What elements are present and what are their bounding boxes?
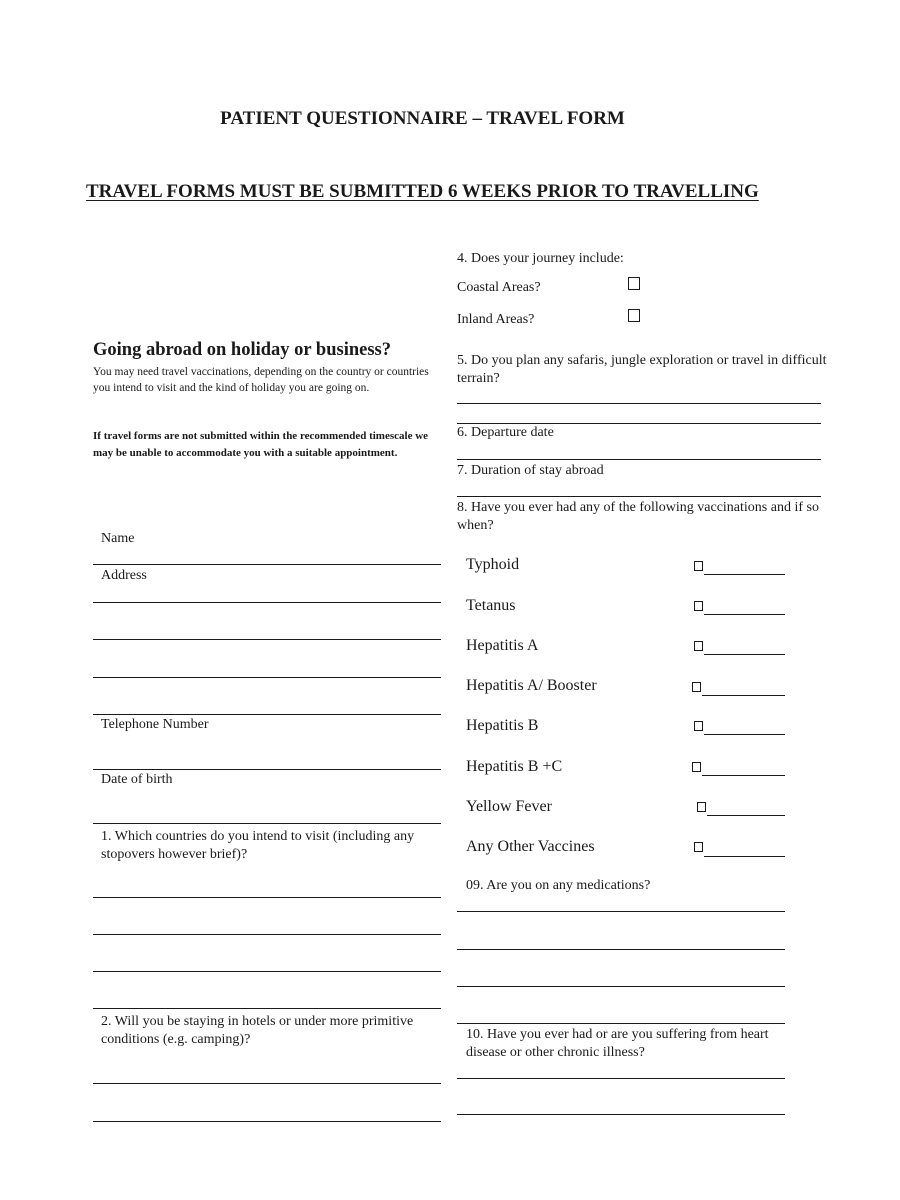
vaccine-tetanus-label: Tetanus bbox=[466, 597, 516, 614]
intro-text: You may need travel vaccinations, depending on the country or countries you intend to visit and the kind of holiday you are going on. bbox=[93, 366, 429, 394]
question-8: 8. Have you ever had any of the following vaccinations and if so when? bbox=[457, 500, 819, 533]
q9-answer-line-2[interactable] bbox=[457, 949, 785, 950]
address-field-line-2[interactable] bbox=[93, 639, 441, 640]
q9-answer-line-3[interactable] bbox=[457, 986, 785, 987]
vaccine-hepatitis-b-label: Hepatitis B bbox=[466, 717, 539, 734]
q1-answer-line-4[interactable] bbox=[93, 1008, 441, 1009]
question-1: 1. Which countries do you intend to visit (including any stopovers however brief)? bbox=[101, 829, 415, 862]
vaccine-hepatitis-a-date-field[interactable] bbox=[704, 654, 785, 655]
question-10: 10. Have you ever had or are you suffering from heart disease or other chronic illness? bbox=[466, 1027, 769, 1060]
vaccine-yellow-fever-checkbox[interactable] bbox=[697, 802, 706, 812]
inland-areas-label: Inland Areas? bbox=[457, 312, 535, 327]
name-label: Name bbox=[101, 531, 135, 546]
q9-answer-line-1[interactable] bbox=[457, 911, 785, 912]
vaccine-hepatitis-a-label: Hepatitis A bbox=[466, 637, 539, 654]
vaccine-hepatitis-a-booster-checkbox[interactable] bbox=[692, 682, 701, 692]
inland-areas-checkbox[interactable] bbox=[628, 309, 640, 322]
question-6: 6. Departure date bbox=[457, 425, 554, 440]
vaccine-hepatitis-a-booster-label: Hepatitis A/ Booster bbox=[466, 677, 597, 694]
warning-text: If travel forms are not submitted within the recommended timescale we may be unable to accommodate you with a suitable appointment. bbox=[93, 430, 429, 459]
vaccine-hepatitis-bc-checkbox[interactable] bbox=[692, 762, 701, 772]
dob-field[interactable] bbox=[93, 823, 441, 824]
vaccine-typhoid-checkbox[interactable] bbox=[694, 561, 703, 571]
vaccine-hepatitis-bc-label: Hepatitis B +C bbox=[466, 758, 563, 775]
name-field[interactable] bbox=[93, 564, 441, 565]
vaccine-yellow-fever-date-field[interactable] bbox=[707, 815, 785, 816]
q1-answer-line-2[interactable] bbox=[93, 934, 441, 935]
vaccine-other-date-field[interactable] bbox=[704, 856, 785, 857]
vaccine-hepatitis-b-checkbox[interactable] bbox=[694, 721, 703, 731]
vaccine-typhoid-date-field[interactable] bbox=[704, 574, 785, 575]
stay-duration-field[interactable] bbox=[457, 496, 821, 497]
q2-answer-line-1[interactable] bbox=[93, 1083, 441, 1084]
vaccine-other-label: Any Other Vaccines bbox=[466, 838, 595, 855]
question-9: 09. Are you on any medications? bbox=[466, 878, 651, 893]
q1-answer-line-3[interactable] bbox=[93, 971, 441, 972]
vaccine-typhoid-label: Typhoid bbox=[466, 556, 520, 573]
q9-answer-line-4[interactable] bbox=[457, 1023, 785, 1024]
submission-notice: TRAVEL FORMS MUST BE SUBMITTED 6 WEEKS PRIOR TO TRAVELLING bbox=[86, 181, 759, 202]
telephone-label: Telephone Number bbox=[101, 717, 209, 732]
address-label: Address bbox=[101, 568, 147, 583]
vaccine-tetanus-date-field[interactable] bbox=[704, 614, 785, 615]
address-field-line-1[interactable] bbox=[93, 602, 441, 603]
q10-answer-line-2[interactable] bbox=[457, 1114, 785, 1115]
vaccine-hepatitis-a-booster-date-field[interactable] bbox=[702, 695, 785, 696]
address-field-line-4[interactable] bbox=[93, 714, 441, 715]
question-2: 2. Will you be staying in hotels or under more primitive conditions (e.g. camping)? bbox=[101, 1014, 414, 1047]
telephone-field[interactable] bbox=[93, 769, 441, 770]
vaccine-yellow-fever-label: Yellow Fever bbox=[466, 798, 552, 815]
q5-answer-line-2[interactable] bbox=[457, 423, 821, 424]
q10-answer-line-1[interactable] bbox=[457, 1078, 785, 1079]
page-title: PATIENT QUESTIONNAIRE – TRAVEL FORM bbox=[220, 108, 625, 129]
vaccine-hepatitis-bc-date-field[interactable] bbox=[702, 775, 785, 776]
q5-answer-line-1[interactable] bbox=[457, 403, 821, 404]
coastal-areas-label: Coastal Areas? bbox=[457, 280, 541, 295]
question-7: 7. Duration of stay abroad bbox=[457, 463, 604, 478]
address-field-line-3[interactable] bbox=[93, 677, 441, 678]
q1-answer-line-1[interactable] bbox=[93, 897, 441, 898]
question-5: 5. Do you plan any safaris, jungle exploration or travel in difficult terrain? bbox=[457, 353, 827, 386]
vaccine-tetanus-checkbox[interactable] bbox=[694, 601, 703, 611]
dob-label: Date of birth bbox=[101, 772, 173, 787]
section-heading: Going abroad on holiday or business? bbox=[93, 340, 391, 360]
vaccine-hepatitis-b-date-field[interactable] bbox=[704, 734, 785, 735]
q2-answer-line-2[interactable] bbox=[93, 1121, 441, 1122]
question-4: 4. Does your journey include: bbox=[457, 251, 624, 266]
departure-date-field[interactable] bbox=[457, 459, 821, 460]
coastal-areas-checkbox[interactable] bbox=[628, 277, 640, 290]
vaccine-other-checkbox[interactable] bbox=[694, 842, 703, 852]
vaccine-hepatitis-a-checkbox[interactable] bbox=[694, 641, 703, 651]
